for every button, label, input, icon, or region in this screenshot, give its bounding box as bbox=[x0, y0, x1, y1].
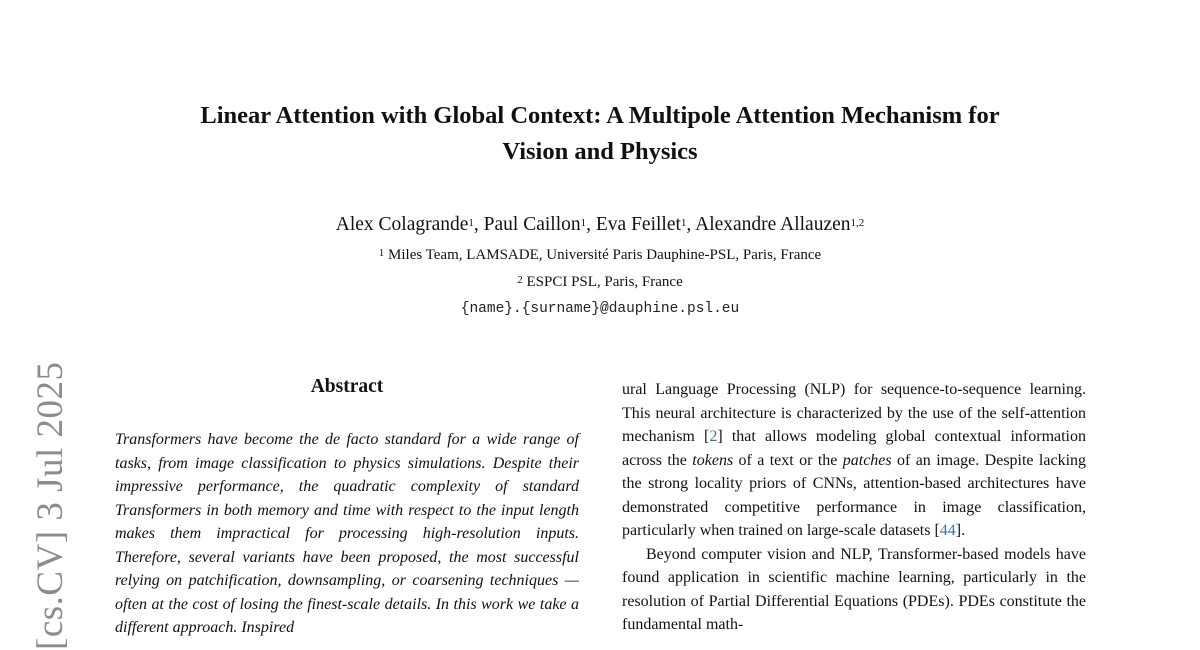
affiliation-text: Miles Team, LAMSADE, Université Paris Dauphine-PSL, Paris, France bbox=[388, 247, 822, 263]
author-affiliation-mark: 1 bbox=[580, 217, 587, 229]
paper-title bbox=[100, 98, 1100, 170]
affiliation-2 bbox=[100, 272, 1100, 292]
text-run: of a text or the bbox=[733, 451, 843, 469]
citation-link[interactable]: 2 bbox=[709, 428, 718, 445]
emphasis-text: patches bbox=[842, 451, 892, 469]
intro-column bbox=[622, 378, 1086, 637]
text-run: ural Language Processing (NLP) for sequence-to-sequence learning. This neural architecture is characterized by the use of the self-attention mechanism [ bbox=[622, 381, 1086, 445]
contact-email: {name}.{surname}@dauphine.psl.eu bbox=[460, 301, 740, 317]
abstract-text: Transformers have become the de facto standard for a wide range of tasks, from image classification to physics simulations. Despite their impressive performance, the quadratic complexity of standard Transformers in both memory and time with respect to the input length makes them impractical for processing high-resolution inputs. Therefore, several variants have been proposed, the most successful relying on patchification, downsampling, or coarsening techniques — often at the cost of losing the finest-scale details. In this work we take a different approach. Inspired bbox=[115, 431, 579, 636]
abstract-heading: Abstract bbox=[310, 376, 384, 397]
emphasis-text: tokens bbox=[692, 451, 734, 469]
author-name: Alexandre Allauzen bbox=[695, 214, 851, 235]
title-line-2: Vision and Physics bbox=[502, 138, 698, 165]
intro-paragraph-2: Beyond computer vision and NLP, Transformer-based models have found application in scientific machine learning, particularly in the resolution of Partial Differential Equations (PDEs). PDEs constitute the fundamental math- bbox=[622, 545, 1086, 633]
title-line-1: Linear Attention with Global Context: A Multipole Attention Mechanism for bbox=[200, 102, 1000, 129]
affiliation-number: 1 bbox=[378, 247, 385, 259]
author-name: Alex Colagrande bbox=[335, 214, 469, 235]
author-list: Alex Colagrande$^1$, Paul Caillon$^1$, Eva Feillet$^1$, Alexandre Allauzen$^{1,2}$ bbox=[335, 214, 865, 235]
author-affiliation-mark: 1 bbox=[468, 217, 474, 229]
author-affiliation-mark: 1 bbox=[680, 217, 687, 229]
text-run: ] that allows modeling global contextual information across the bbox=[622, 428, 1086, 469]
text-run: ]. bbox=[955, 522, 966, 539]
affiliation-1 bbox=[100, 245, 1100, 265]
affiliation-text: ESPCI PSL, Paris, France bbox=[526, 274, 683, 290]
text-run: of an image. Despite lacking the strong locality priors of CNNs, attention-based architectures have demonstrated competitive performance in image classification, particularly when trained on large-scale datasets [ bbox=[622, 451, 1087, 539]
citation-link[interactable]: 44 bbox=[939, 522, 956, 539]
author-name: Eva Feillet bbox=[595, 214, 681, 235]
arxiv-stamp: [cs.CV] 3 Jul 2025 bbox=[30, 361, 71, 650]
author-affiliation-mark: 1,2 bbox=[850, 217, 865, 229]
intro-paragraph-1 bbox=[622, 378, 1086, 543]
author-name: Paul Caillon bbox=[483, 214, 581, 235]
affiliation-number: 2 bbox=[517, 274, 523, 286]
